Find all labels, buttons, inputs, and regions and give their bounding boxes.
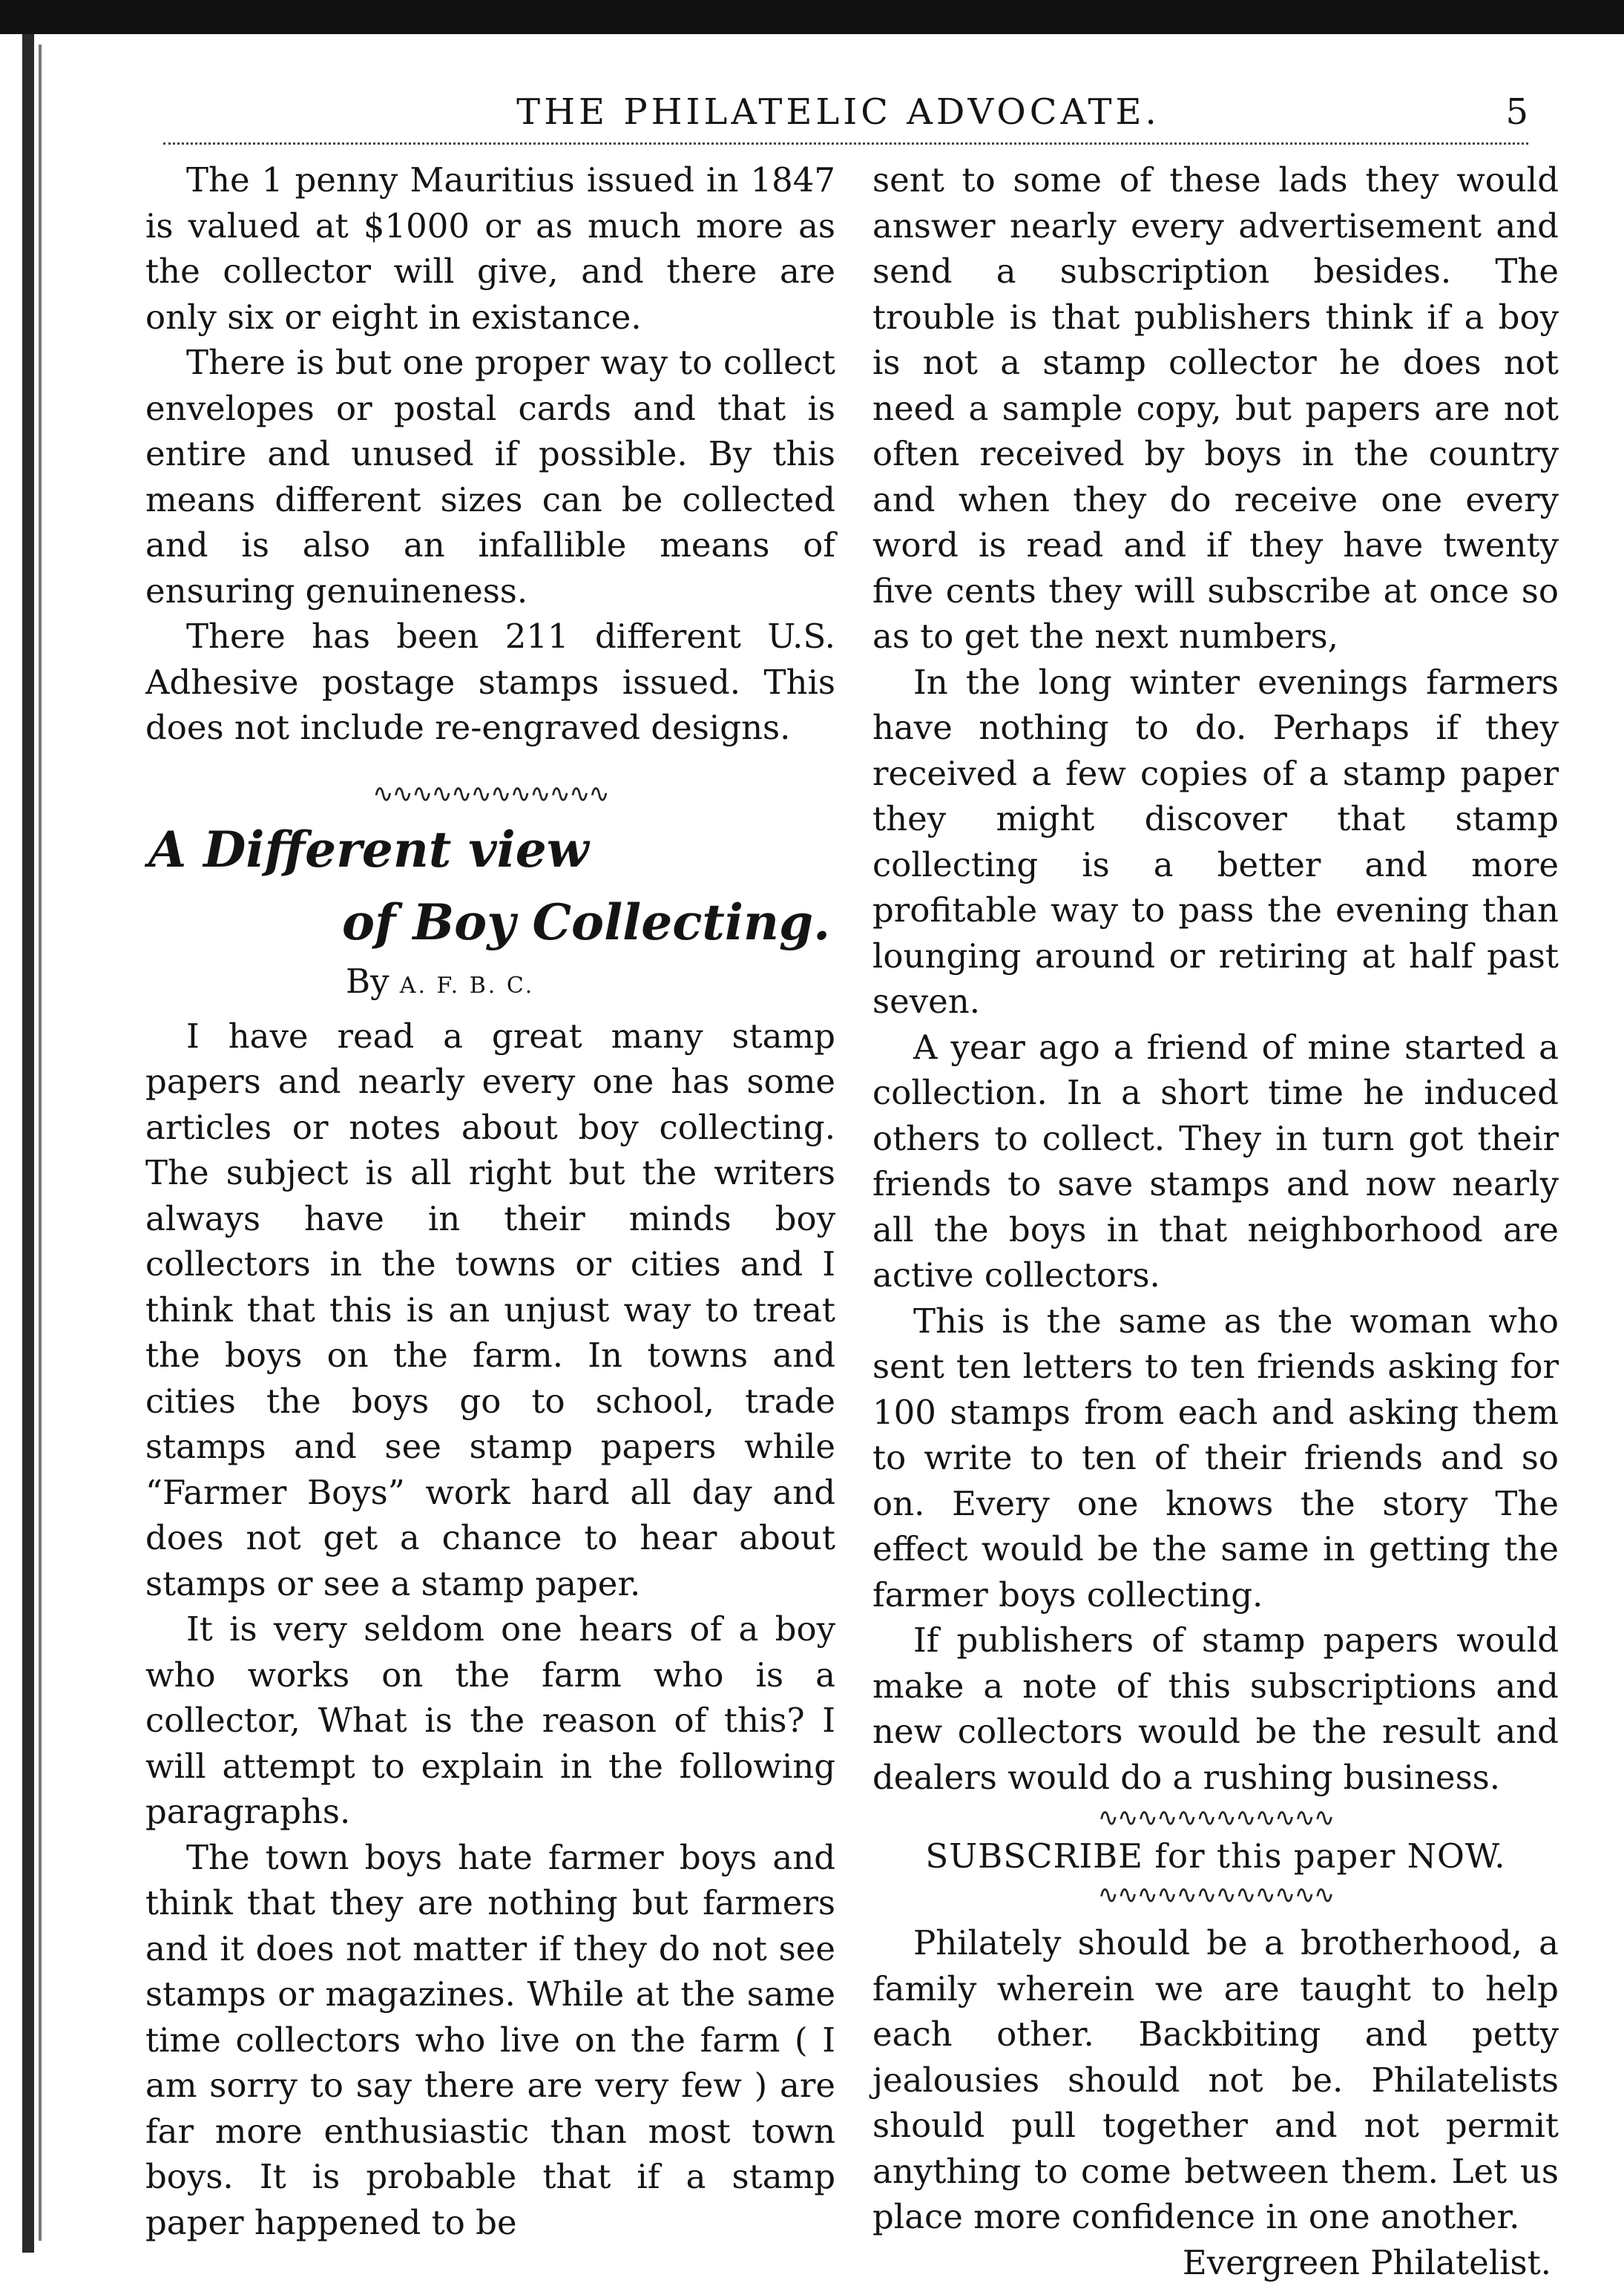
byline-prefix: By [346, 961, 400, 1001]
article-title-line-2: of Boy Collecting. [342, 893, 831, 951]
left-column [145, 157, 835, 2245]
article-paragraph-2: It is very seldom one hears of a boy who works on the farm who is a collector, What is the reason of this? I will attempt to explain in the following paragraphs. [145, 1609, 835, 1831]
article-title-line-1: A Different view [148, 820, 589, 878]
article-continuation: sent to some of these lads they would answer nearly every advertisement and send a subscription besides. The trouble is that publishers think if a boy is not a stamp collector he does not need a sample copy, but papers are not often received by boys in the country and when they do receive one every word is read and if they have twenty five cents they will subscribe at once so as to get the next numbers, [872, 160, 1559, 656]
article-paragraph-3: The town boys hate farmer boys and think that they are nothing but farmers and it does not matter if they do not see stamps or magazines. While at the same time collectors who live on the farm ( I am sorry to say there are very few ) are far more enthusiastic than most town boys. It is probable that if a stamp paper happened to be [145, 1837, 835, 2242]
envelopes-paragraph: There is but one proper way to collect envelopes or postal cards and that is entire and unused if possible. By this means different sizes can be collected and is also an infallible means of ensuring genuineness. [145, 343, 835, 611]
winter-evenings-paragraph: In the long winter evenings farmers have nothing to do. Perhaps if they received a few copies of a stamp paper they might discover that stamp collecting is a better and more profitable way to pass the evening than lounging around or retiring at half past seven. [872, 662, 1559, 1021]
brotherhood-paragraph: Philately should be a brotherhood, a family wherein we are taught to help each other. Backbiting and petty jealousies should not be. Philatelists should pull together and not permit anything to come between them. Let us place more confidence in one another. [872, 1923, 1559, 2236]
article-paragraph-1: I have read a great many stamp papers and nearly every one has some articles or notes about boy collecting. The subject is all right but the writers always have in their minds boy collectors in the towns or cities and I think that this is an unjust way to treat the boys on the farm. In towns and cities the boys go to school, trade stamps and see stamp papers while “Farmer Boys” work hard all day and does not get a chance to hear about stamps or see a stamp paper. [145, 1016, 835, 1603]
us-adhesives-paragraph: There has been 211 different U.S. Adhesive postage stamps issued. This does not include re-engraved designs. [145, 617, 835, 747]
header-rule [163, 142, 1528, 145]
left-margin-rule [22, 34, 34, 2253]
page-header [148, 86, 1528, 138]
chain-letter-paragraph: This is the same as the woman who sent ten letters to ten friends asking for 100 stamps from each and asking them to write to ten of their friends and so on. Every one knows the story The effect would be the same in getting the farmer boys collecting. [872, 1301, 1559, 1615]
subscribe-notice: SUBSCRIBE for this paper NOW. [925, 1836, 1506, 1876]
section-ornament: ∿∿∿∿∿∿∿∿∿∿∿∿ [1097, 1803, 1334, 1833]
running-title: THE PHILATELIC ADVOCATE. [516, 91, 1160, 133]
mauritius-paragraph: The 1 penny Mauritius issued in 1847 is valued at $1000 or as much more as the collector will give, and there are only six or eight in existance. [145, 160, 835, 337]
section-ornament: ∿∿∿∿∿∿∿∿∿∿∿∿ [372, 778, 608, 809]
top-border-bar [0, 0, 1624, 34]
right-column [872, 157, 1559, 2286]
friend-collection-paragraph: A year ago a friend of mine started a collection. In a short time he induced others to collect. They in turn got their friends to save stamps and now nearly all the boys in that neighborhood are active collectors. [872, 1027, 1559, 1295]
section-ornament: ∿∿∿∿∿∿∿∿∿∿∿∿ [1097, 1880, 1334, 1910]
left-margin-rule-thin [39, 45, 42, 2241]
byline-initials: A. F. B. C. [399, 972, 535, 999]
publishers-paragraph: If publishers of stamp papers would make a note of this subscriptions and new collectors would be the result and dealers would do a rushing business. [872, 1620, 1559, 1797]
page-number: 5 [1505, 91, 1528, 133]
source-attribution: Evergreen Philatelist. [1182, 2242, 1551, 2282]
article-byline [346, 959, 835, 1009]
